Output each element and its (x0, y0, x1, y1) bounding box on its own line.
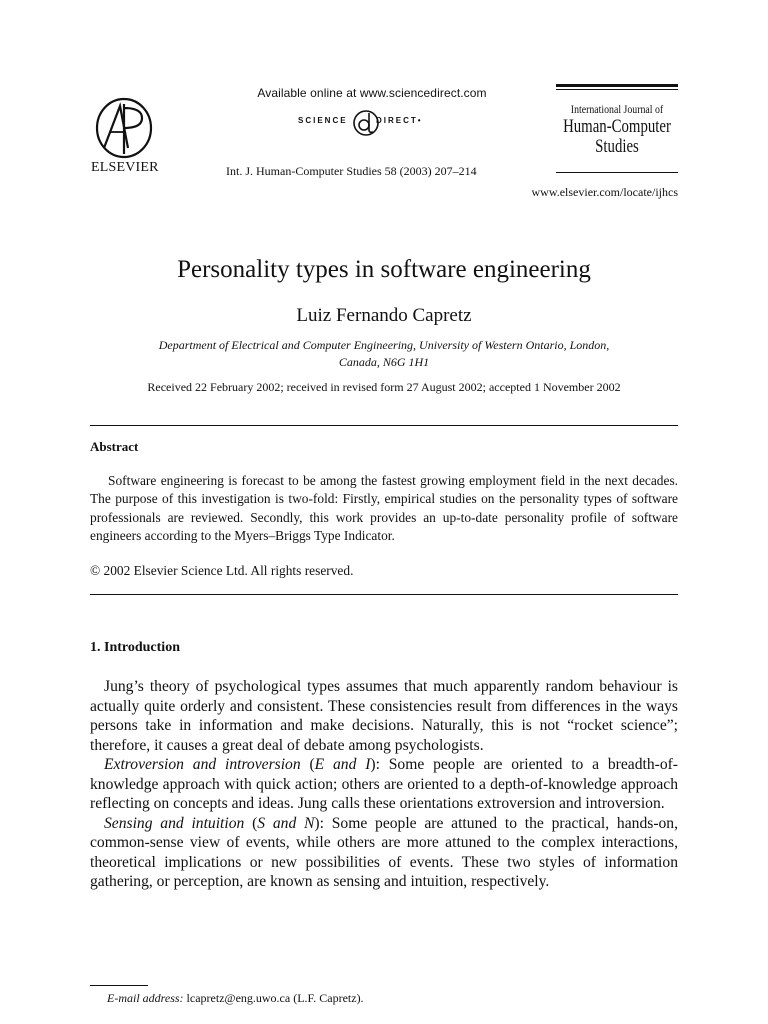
received-dates: Received 22 February 2002; received in revised form 27 August 2002; accepted 1 November 2002 (147, 380, 621, 394)
author-affiliation: Department of Electrical and Computer Engineering, University of Western Ontario, London, Canada, N6G 1H1 (158, 338, 610, 369)
article-title: Personality types in software engineering (177, 256, 591, 283)
abstract-heading: Abstract (90, 439, 139, 454)
journal-rule-bottom (556, 172, 678, 173)
abstract-body: Software engineering is forecast to be among the fastest growing employment field in the next decades. The purpose of this investigation is two-fold: Firstly, empirical studies on the personality types of software professionals are reviewed. Secondly, this work provides an up-to-date personality profile of software engineers according to the Myers–Briggs Type Indicator. (90, 473, 678, 543)
section-body (90, 677, 678, 892)
journal-title-box (556, 84, 678, 174)
journal-url[interactable]: www.elsevier.com/locate/ijhcs (531, 185, 678, 199)
footnote: E-mail address: lcapretz@eng.uwo.ca (L.F. Capretz). (107, 991, 364, 1005)
sciencedirect-right-word: DIRECT• (376, 116, 423, 125)
citation-line: Int. J. Human-Computer Studies 58 (2003) 207–214 (226, 164, 477, 178)
paragraph-1: Jung’s theory of psychological types assumes that much apparently random behaviour is actually quite orderly and consistent. These consistencies result from differences in the ways persons take in information and make decisions. Naturally, this is not “rocket science”; therefore, it causes a great deal of debate among psychologists. (90, 678, 678, 754)
sciencedirect-left-word: SCIENCE (298, 116, 348, 125)
abstract-rule-bottom (90, 594, 678, 595)
footnote-rule (90, 985, 148, 986)
section-heading: 1. Introduction (90, 640, 180, 655)
journal-name-large: Human-Computer Studies (563, 116, 671, 157)
journal-rule-top-thin (556, 89, 678, 90)
journal-name-small: International Journal of (570, 102, 664, 116)
article-author: Luiz Fernando Capretz (296, 305, 472, 326)
paragraph-3: Sensing and intuition (S and N): Some people are attuned to the practical, hands-on, common-sense view of events, while others are more attuned to the complex interactions, theoretical implications or new possibilities of events. These two styles of information gathering, or perception, are known as sensing and intuition, respectively. (90, 814, 678, 891)
abstract-rule-top (90, 425, 678, 426)
available-online-text: Available online at www.sciencedirect.com (257, 86, 487, 100)
sciencedirect-wordmark (294, 106, 454, 140)
paragraph-2: Extroversion and introversion (E and I): Some people are oriented to a breadth-of-knowledge approach with quick action; others are oriented to a depth-of-knowledge approach reflecting on concepts and ideas. Jung calls these orientations extroversion and introversion. (90, 756, 678, 813)
elsevier-ap-logo-icon (94, 96, 154, 160)
journal-rule-top (556, 84, 678, 87)
copyright-line: © 2002 Elsevier Science Ltd. All rights reserved. (90, 563, 354, 578)
publisher-name: ELSEVIER (91, 160, 159, 175)
